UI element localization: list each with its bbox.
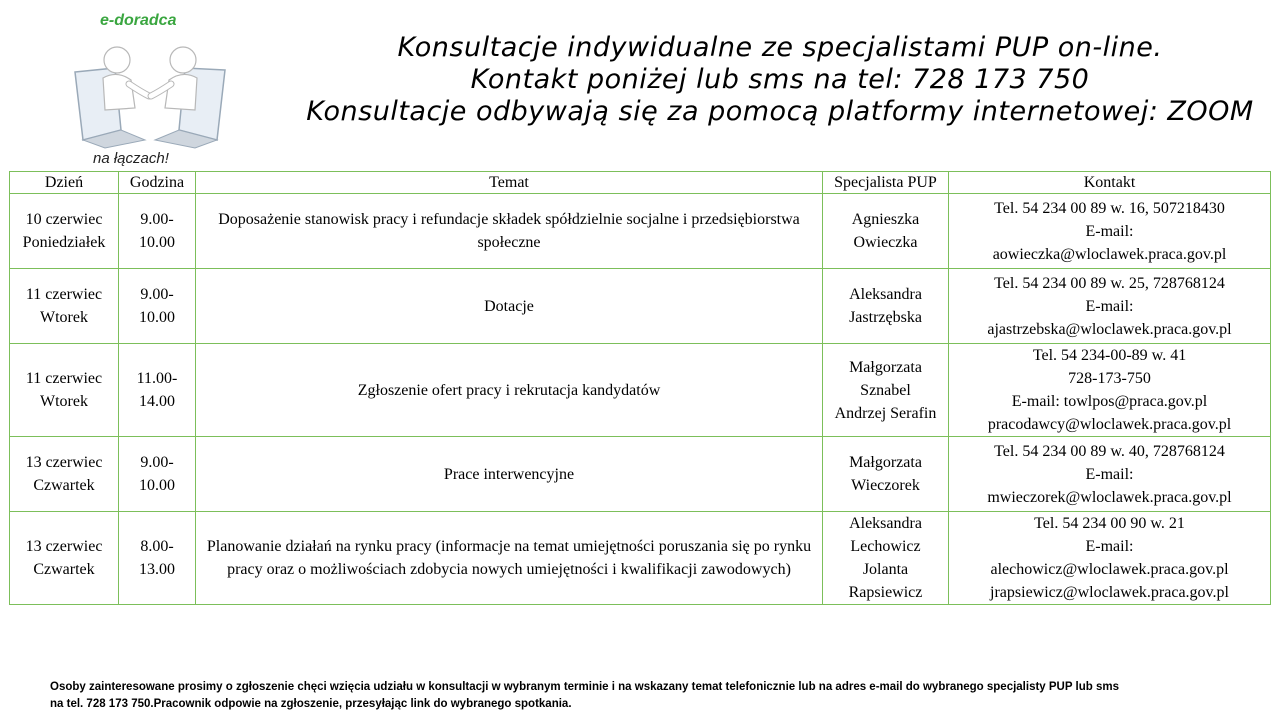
topic-cell: Dotacje <box>196 269 823 344</box>
time-cell: 9.00- 10.00 <box>119 269 196 344</box>
contact-cell: Tel. 54 234 00 90 w. 21 E-mail: alechowicz@wloclawek.praca.gov.pl jrapsiewicz@wloclawek.praca.gov.pl <box>949 512 1271 605</box>
day-cell: 10 czerwiec Poniedziałek <box>10 194 119 269</box>
footnote-line-1: Osoby zainteresowane prosimy o zgłoszenie chęci wzięcia udziału w konsultacji w wybranym terminie i na wskazany temat telefonicznie lub na adres e-mail do wybranego specjalisty PUP lub sms <box>50 681 1119 693</box>
title-line-3: Konsultacje odbywają się za pomocą platformy internetowej: ZOOM <box>306 96 1254 127</box>
time-cell: 11.00- 14.00 <box>119 344 196 437</box>
footnote <box>50 679 1119 713</box>
title-line-1: Konsultacje indywidualne ze specjalistami PUP on-line. <box>397 32 1163 63</box>
handshake-laptops-icon <box>65 30 235 150</box>
table-row <box>10 344 1271 437</box>
contact-cell: Tel. 54 234-00-89 w. 41 728-173-750 E-mail: towlpos@praca.gov.pl pracodawcy@wloclawek.praca.gov.pl <box>949 344 1271 437</box>
table-row <box>10 437 1271 512</box>
time-cell: 8.00- 13.00 <box>119 512 196 605</box>
logo <box>55 8 240 173</box>
specialist-cell: Agnieszka Owieczka <box>823 194 949 269</box>
time-cell: 9.00- 10.00 <box>119 194 196 269</box>
specialist-cell: Małgorzata Wieczorek <box>823 437 949 512</box>
header-specialist: Specjalista PUP <box>823 172 949 194</box>
day-cell: 11 czerwiec Wtorek <box>10 344 119 437</box>
consultation-schedule-table <box>9 171 1271 605</box>
footnote-line-2: na tel. 728 173 750.Pracownik odpowie na zgłoszenie, przesyłając link do wybranego spotkania. <box>50 698 572 710</box>
page-title <box>285 32 1275 128</box>
header-time: Godzina <box>119 172 196 194</box>
contact-cell: Tel. 54 234 00 89 w. 40, 728768124 E-mail: mwieczorek@wloclawek.praca.gov.pl <box>949 437 1271 512</box>
topic-cell: Doposażenie stanowisk pracy i refundacje składek spółdzielnie socjalne i przedsiębiorstwa społeczne <box>196 194 823 269</box>
logo-caption: na łączach! <box>93 150 169 167</box>
day-cell: 13 czerwiec Czwartek <box>10 512 119 605</box>
header-topic: Temat <box>196 172 823 194</box>
table-row <box>10 512 1271 605</box>
header-day: Dzień <box>10 172 119 194</box>
title-line-2: Kontakt poniżej lub sms na tel: 728 173 750 <box>470 64 1090 95</box>
topic-cell: Prace interwencyjne <box>196 437 823 512</box>
contact-cell: Tel. 54 234 00 89 w. 25, 728768124 E-mail: ajastrzebska@wloclawek.praca.gov.pl <box>949 269 1271 344</box>
specialist-cell: Małgorzata Sznabel Andrzej Serafin <box>823 344 949 437</box>
table-header-row <box>10 172 1271 194</box>
day-cell: 13 czerwiec Czwartek <box>10 437 119 512</box>
topic-cell: Zgłoszenie ofert pracy i rekrutacja kandydatów <box>196 344 823 437</box>
time-cell: 9.00- 10.00 <box>119 437 196 512</box>
topic-cell: Planowanie działań na rynku pracy (informacje na temat umiejętności poruszania się po rynku pracy oraz o możliwościach zdobycia nowych umiejętności i kwalifikacji zawodowych) <box>196 512 823 605</box>
day-cell: 11 czerwiec Wtorek <box>10 269 119 344</box>
logo-brand: e-doradca <box>100 12 177 29</box>
contact-cell: Tel. 54 234 00 89 w. 16, 507218430 E-mail: aowieczka@wloclawek.praca.gov.pl <box>949 194 1271 269</box>
table-row <box>10 194 1271 269</box>
specialist-cell: Aleksandra Jastrzębska <box>823 269 949 344</box>
header-contact: Kontakt <box>949 172 1271 194</box>
table-row <box>10 269 1271 344</box>
specialist-cell: Aleksandra Lechowicz Jolanta Rapsiewicz <box>823 512 949 605</box>
